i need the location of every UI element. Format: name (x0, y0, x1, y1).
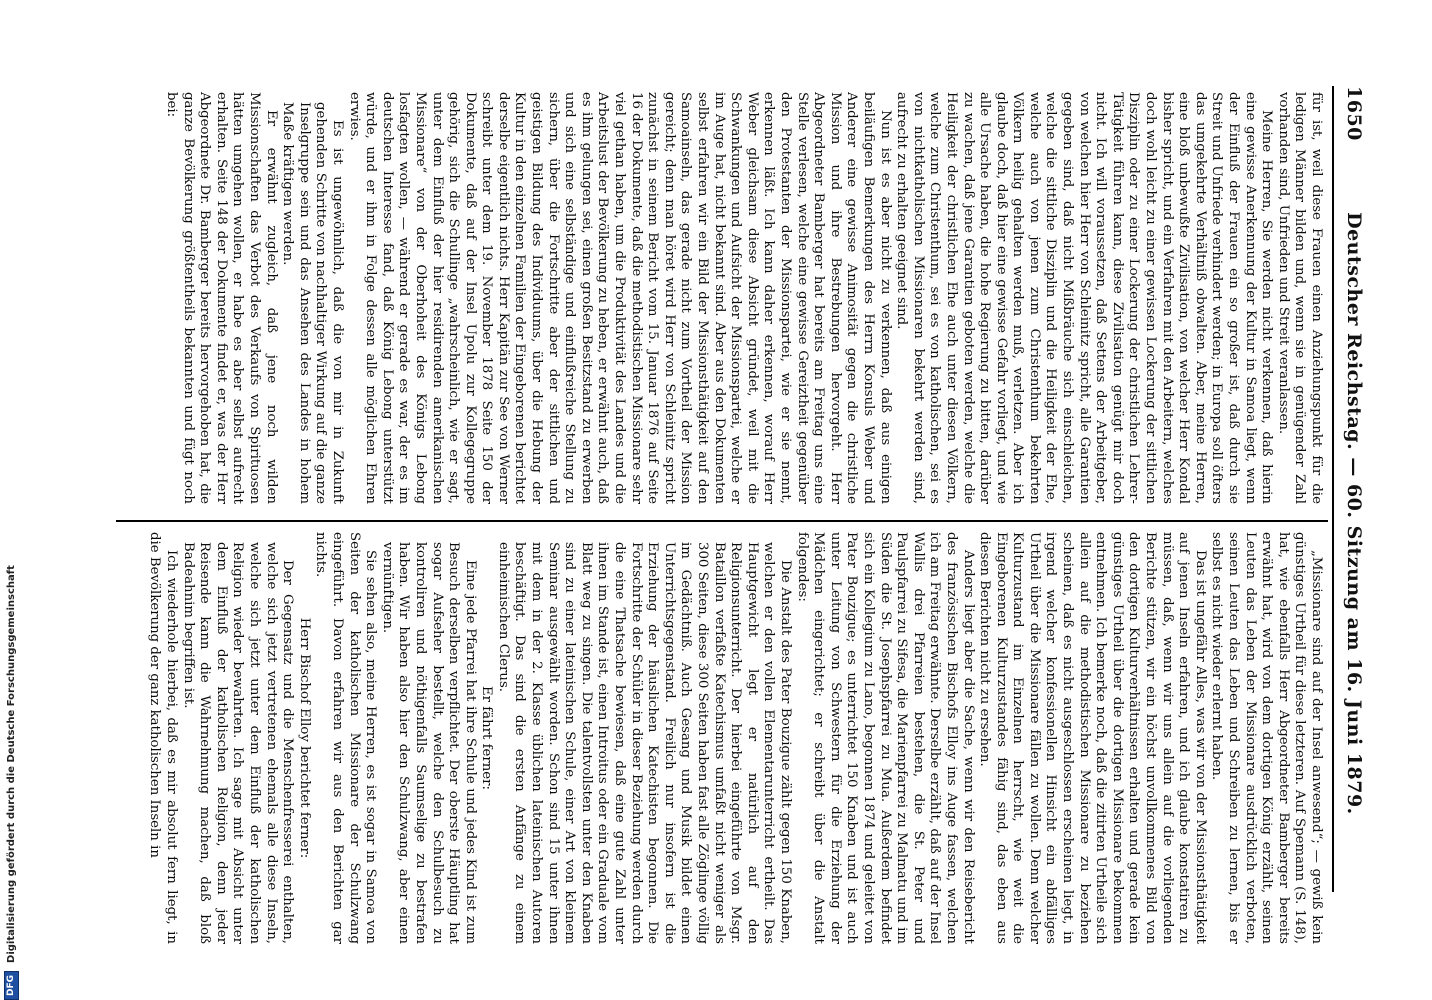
paragraph: Das ist ungefähr Alles, was wir von der Missionsthätigkeit auf jenen Inseln erfahren, und ich glaube konstatiren zu müssen, daß, wenn wir uns allein auf die vorliegenden Berichte stützen, wir ein höchst unvollkommenes Bild von den dortigen Kulturverhältnissen erhalten und gerade kein günstiges Urtheil über die dortigen Missionare bekommen entnehmen. Ich bemerke noch, daß die zitirten Urtheile sich allein auf die methodistischen Missionare zu beziehen scheinen, daß es nicht ausgeschlossen erscheinen liegt, in irgend welcher konfessionellen Hinsicht ein abfälliges Urtheil über die Missionare fällen zu wollen. Denn welcher Kulturzustand im Einzelnen herrscht, wie weit die Eingeborenen Kulturzustandes fähig sind, das eben aus diesen Berichten nicht zu ersehen. (977, 532, 1208, 944)
paragraph: Er erwähnt zugleich, daß jene noch wilden Missionschaften das Verbot des Verkaufs von Spirituosen hätten umgehen wollen, er habe es aber selbst aufrecht erhalten. Seite 148 der Dokumente findet er, was der Herr Abgeordnete Dr. Bamberger bereits hervorgehoben hat, die ganze Bevölkerung größtentheils bekannten und fügt noch bei: (164, 92, 279, 504)
paragraph-quote: Eine jede Pfarrei hat ihre Schule und jedes Kind ist zum Besuch derselben verpflichtet. Der oberste Häuptling hat sogar Aufseher bestellt, welche den Schulbesuch zu kontroliren und nöthigenfalls Saumselige zu bestrafen haben. Wir haben also hier den Schulzwang, aber einen vernünftigen. (379, 542, 478, 944)
paragraph-quote: Es ist ungewöhnlich, daß die von mir in Zukunft gehenden Schritte von nachhaltiger Wirkung auf die ganze Inselgruppe sein und das Ansehen des Landes in hohem Maße kräftigen werden. (280, 102, 345, 504)
paragraph: Nun ist es aber nicht zu verkennen, daß aus einigen beiläufigen Bemerkungen des Herrn Konsuls Weber und Anderer eine gewisse Animosität gegen die christliche Mission und ihre Bestrebungen hervorgeht. Herr Abgeordneter Bamberger hat bereits am Freitag uns eine Stelle verlesen, welche eine gewisse Gereiztheit gegenüber den Protestanten der Missionspartei, wie er sie nennt, erkennen läßt. Ich kann daher erkennen, worauf Herr Weber gleichsam diese Absicht gründet, weil mit die Schwankungen und Aufsicht der Missionspartei, welche er im Auge hat, nicht bekannt sind. Aber aus den Dokumenten selbst erfahren wir ein Bild der Missionsthätigkeit auf den Samoainseln, das gerade nicht zum Vortheil der Mission gereicht; denn man höret wird Herr von Schleinitz spricht zunächst in seinem Bericht vom 15. Januar 1876 auf Seite 16 der Dokumente, daß die methodistischen Missionare sehr viel gethan haben, um die Produktivität des Landes und die Arbeitslust der Bevölkerung zu heben, er erwähnt auch, daß es ihm gelungen sei, einen großen Besitzstand zu erwerben und sich eine selbständige und einflußreiche Stellung zu sichern, über die Fortschritte aber der sittlichen und geistigen Bildung des Individuums, über die Hebung der Kultur in den einzelnen Familien der Eingeborenen berichtet derselbe eigentlich nichts. Herr Kapitän zur See von Werner schreibt unter dem 19. November 1878 Seite 150 der Dokumente, daß auf der Insel Upolu zur Kollegegruppe gehörig, sich die Schullinge „wahrscheinlich, wie er sagt, unter dem Einfluß der hier residirenden amerikanischen Missionare“ von der Oberhoheit des Königs Lebong losfagten wollen, — während er gerade es war, der es im deutschen Interesse fand, daß König Lebong unterstützt würde, und er ihm in Folge dessen alle möglichen Ehren erwies. (346, 92, 893, 504)
paragraph: Meine Herren, Sie werden nicht verkennen, daß hierin eine gewisse Anerkennung der Kultur in Samoa liegt, wenn der Einfluß der Frauen ein so großer ist, daß durch sie Streit und Unfriede verhindert werden; in Europa soll öfters das umgekehrte Verhältniß obwalten. Aber, meine Herren, eine bloß unbewußte Zivilisation, von welcher Herr Kondal bisher spricht, und ein Verfahren mit den Arbeitern, welches doch wohl leicht zu einer gewissen Lockerung der sittlichen Disziplin oder zu einer Lockerung der christlichen Lehrer-Tätigkeit führen kann, diese Zivilisation genügt mir doch nicht. Ich will voraussetzen, daß Settens der Arbeitgeber, von welchen hier Herr von Schleinitz spricht, alle Garantien gegeben sind, daß nicht Mißbräuche sich einschleichen, welche die sittliche Disziplin und die Heiligkeit der Ehe, welche auch von jenen zum Christenthum bekehrten Völkern heilig gehalten werden muß, verletzen. Aber ich glaube doch, daß hier eine gewisse Gefahr vorliegt, und wie alle Ursache haben, die hohe Regierung zu bitten, darüber zu wachen, daß jene Garantien geboten werden, welche die Heiligkeit der christlichen Ehe auch unter diesen Völkern, welche zum Christenthum, sei es von katholischen, sei es von nichtkatholischen Missionaren bekehrt werden sind, aufrecht zu erhalten geeignet sind. (894, 92, 1275, 504)
paragraph: für ist, weil diese Frauen einen Anziehungspunkt für die ledigen Männer bilden und, wenn sie in genügender Zahl vorhanden sind, Unfrieden und Streit veranlassen. (1275, 92, 1324, 504)
paragraph: Anders liegt aber die Sache, wenn wir den Reisebericht des französischen Bischofs Elloy ins Auge fassen, welchen ich am Freitag erwähnte. Derselbe erzählt, daß auf der Insel Wallis drei Pfarreien bestehen, die St. Peter und Paulspfarrei zu Sifesa, die Marienpfarrei zu Malmatu und im Süden die St. Josephspfarrei zu Mua. Außerdem befindet sich ein Kollegium zu Lano, begonnen 1874 und geleitet von Pater Bouzigue; es unterrichtet 150 Knaben und ist auch unter Leitung von Schwestern für die Erziehung der Mädchen eingerichtet; er schreibt über die Anstalt folgendes: (794, 532, 976, 944)
right-column (114, 532, 1324, 944)
paragraph: „Missionare sind auf der Insel anwesend“; — gewiß kein günstiges Urtheil für diese letzteren. Auf Spemann (S. 148), hat, wie ebenfalls Herr Abgeordneter Bamberger bereits erwähnt hat, wird von dem dortigen König erzählt, seinen Leuten das Leben der Missionare ausdrücklich verboten, seinen Leuten das Leben und Schreiben zu lernen, bis er selbst es nicht wieder erlernt haben. (1209, 532, 1324, 944)
rotated-page-content (92, 0, 1432, 1000)
paragraph-center: Herr Bischof Elloy berichtet ferner: (296, 617, 312, 859)
left-column (114, 92, 1324, 504)
header-rule (1332, 86, 1334, 892)
page-header (1336, 86, 1372, 886)
digitization-footer (3, 565, 19, 1000)
page-number: 1650 (1343, 86, 1365, 141)
page-title: Deutscher Reichstag. — 60. Sitzung am 16. Juni 1879. (1343, 212, 1365, 815)
paragraph-quote: Der Gegensatz und die Menschenfresserei enthalten, welche sich jetzt vertretenen ehemals alle diese Inseln, welche sich jetzt unter dem Einfluß der katholischen Religion wieder bewahrten. Ich sage mit Absicht unter dem Einfluß der katholischen Religion, denn jeder Reisende kann die Wahrnehmung machen, daß bloß Badeahnim begriffen ist. (180, 542, 296, 944)
dfg-logo: DFG (4, 971, 19, 1000)
paragraph-center: Er fährt ferner: (479, 685, 495, 791)
footer-text: Digitalisierung gefördert durch die Deutsche Forschungsgemeinschaft (5, 565, 17, 963)
paragraph: Sie sehen also, meine Herren, es ist sogar in Samoa von Seiten der katholischen Missionare der Schulzwang eingeführt. Davon erfahren wir aus den Berichten gar nichts. (313, 532, 379, 944)
paragraph: Ich wiederhole hierbei, daß es mir absolut fern liegt, in die Bevölkerung der ganz katholischen Inseln in (147, 532, 180, 944)
column-divider (116, 520, 1328, 522)
paragraph-quote: Die Anstalt des Pater Bouzigue zählt gegen 150 Knaben, welchen er den vollen Elementarunterricht ertheilt. Das Hauptgewicht legt er natürlich auf den Religionsunterricht. Der hierbei eingeführte von Msgr. Bataillon verfaßte Katechismus umfaßt nicht weniger als 300 Seiten, diese 300 Seiten haben fast alle Zöglinge völlig im Gedächtniß. Auch Gesang und Musik bildet einen Unterrichtsgegenstand. Freilich nur insofern ist die Erziehung der häuslichen Katechisten begonnen. Die Fortschritte der Schüler in dieser Beziehung werden durch die eine Thatsache bewiesen, daß eine gute Zahl unter ihnen im Stande ist, einen Introitus oder ein Graduale vom Blatt weg zu singen. Die talentvollsten unter den Knaben sind zu einer lateinischen Schule, einer Art von kleinem Seminar ausgewählt worden. Schon sind 15 unter ihnen mit dem in der 2. Klasse üblichen lateinischen Autoren beschäftigt. Das sind die ersten Anfänge zu einem einheimischen Clerus. (495, 542, 793, 944)
